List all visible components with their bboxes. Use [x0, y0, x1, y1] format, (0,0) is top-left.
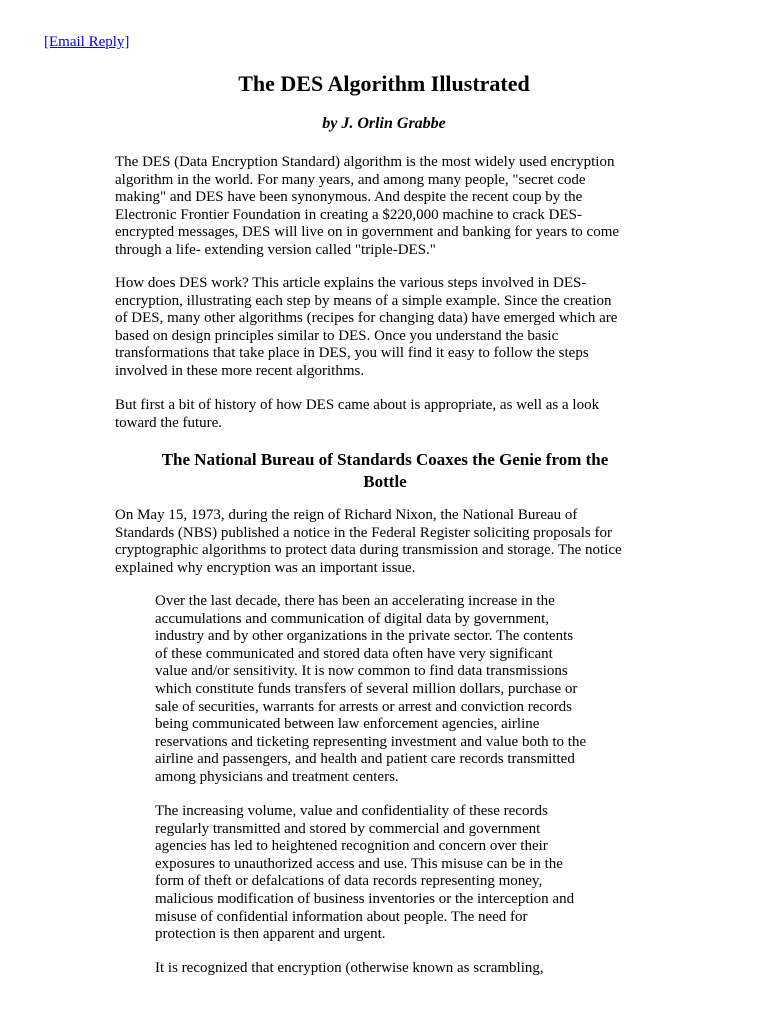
quote-line: It is recognized that encryption (otherwise known as scrambling, [155, 960, 544, 976]
author-byline: by J. Orlin Grabbe [322, 115, 446, 132]
text-line: encrypted messages, DES will live on in government and banking for years to come [115, 224, 620, 241]
quote-line: airline and passengers, and health and patient care records transmitted [155, 751, 575, 768]
quote-line: which constitute funds transfers of several million dollars, purchase or [155, 680, 578, 697]
quote-line: of these communicated and stored data often have very significant [155, 645, 553, 662]
text-line: transformations that take place in DES, you will find it easy to follow the steps [115, 345, 589, 362]
text-line: making" and DES have been synonymous. And despite the recent coup by the [115, 189, 583, 206]
quote-line: malicious modification of business inventories or the interception and [155, 890, 575, 907]
intro-paragraph-1 [115, 154, 655, 260]
quote-line: among physicians and treatment centers. [155, 768, 399, 785]
quote-line: regularly transmitted and stored by commercial and government [155, 820, 541, 837]
quote-line: sale of securities, warrants for arrests or arrest and conviction records [155, 698, 572, 715]
text-line: algorithm in the world. For many years, and among many people, "secret code [115, 171, 586, 188]
quote-line: agencies has led to heightened recognition and concern over their [155, 838, 548, 855]
quote-line: misuse of confidential information about people. The need for [155, 908, 528, 925]
text-line: cryptographic algorithms to protect data during transmission and storage. The notice [115, 542, 622, 559]
text-line: encryption, illustrating each step by means of a simple example. Since the creation [115, 292, 612, 309]
text-line: Electronic Frontier Foundation in creating a $220,000 machine to crack DES- [115, 206, 582, 223]
section-heading [115, 449, 655, 493]
quote-line: industry and by other organizations in the private sector. The contents [155, 628, 574, 645]
quote-line: protection is then apparent and urgent. [155, 926, 386, 943]
quote-line: accumulations and communication of digital data by government, [155, 610, 550, 627]
intro-paragraph-3 [115, 397, 655, 432]
text-line: based on design principles similar to DES. Once you understand the basic [115, 327, 559, 344]
quote-line: The increasing volume, value and confidentiality of these records [155, 803, 548, 819]
quote-line: form of theft or defalcations of data records representing money, [155, 873, 543, 890]
blockquote-paragraph-2 [155, 803, 615, 944]
page-title: The DES Algorithm Illustrated [238, 71, 530, 96]
text-line: On May 15, 1973, during the reign of Richard Nixon, the National Bureau of [115, 507, 578, 523]
text-line: of DES, many other algorithms (recipes for changing data) have emerged which are [115, 310, 618, 327]
quote-line: value and/or sensitivity. It is now common to find data transmissions [155, 663, 568, 680]
text-line: The DES (Data Encryption Standard) algorithm is the most widely used encryption [115, 154, 615, 170]
quote-line: reservations and ticketing representing investment and value both to the [155, 733, 587, 750]
heading-line: The National Bureau of Standards Coaxes the Genie from the [161, 450, 609, 469]
text-line: Standards (NBS) published a notice in the Federal Register soliciting proposals for [115, 524, 612, 541]
text-line: toward the future. [115, 414, 223, 431]
heading-line: Bottle [363, 472, 407, 491]
text-line: involved in these more recent algorithms. [115, 362, 365, 379]
blockquote-paragraph-1 [155, 593, 615, 787]
blockquote-paragraph-3 [155, 960, 615, 978]
quote-line: being communicated between law enforcement agencies, airline [155, 716, 540, 733]
text-line: through a life- extending version called "triple-DES." [115, 241, 436, 258]
section-paragraph-1 [115, 507, 655, 577]
text-line: explained why encryption was an important issue. [115, 559, 416, 576]
text-line: How does DES work? This article explains the various steps involved in DES- [115, 275, 587, 291]
email-reply-link[interactable]: [Email Reply] [44, 34, 130, 50]
text-line: But first a bit of history of how DES came about is appropriate, as well as a look [115, 397, 600, 413]
quote-line: Over the last decade, there has been an accelerating increase in the [155, 593, 555, 609]
quote-line: exposures to unauthorized access and use. This misuse can be in the [155, 855, 563, 872]
intro-paragraph-2 [115, 275, 655, 381]
